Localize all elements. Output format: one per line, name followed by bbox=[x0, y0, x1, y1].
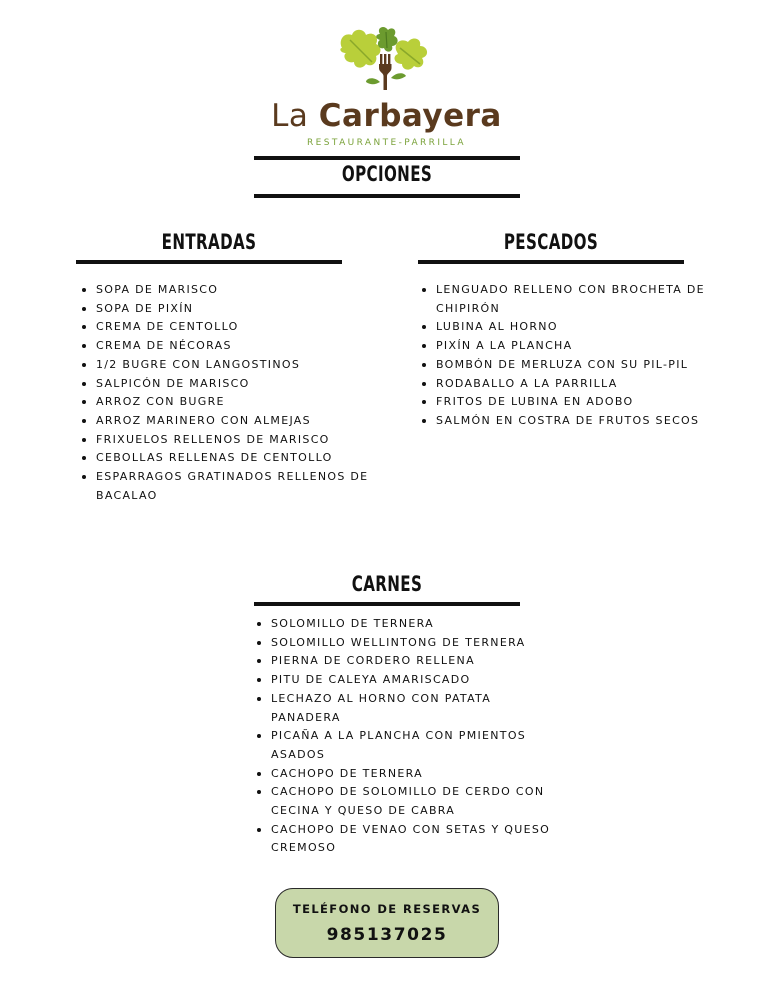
menu-item: ESPARRAGOS GRATINADOS RELLENOS DE BACALAO bbox=[76, 468, 376, 505]
menu-item: FRIXUELOS RELLENOS DE MARISCO bbox=[76, 431, 376, 450]
menu-item: SALMÓN EN COSTRA DE FRUTOS SECOS bbox=[416, 412, 716, 431]
pescados-rule bbox=[418, 260, 684, 264]
menu-item: SOLOMILLO DE TERNERA bbox=[251, 615, 551, 634]
carnes-list bbox=[251, 615, 551, 858]
pescados-list bbox=[416, 281, 716, 431]
entradas-title: ENTRADAS bbox=[161, 230, 257, 254]
menu-item: LENGUADO RELLENO CON BROCHETA DE CHIPIRÓN bbox=[416, 281, 716, 318]
brand-subtitle: RESTAURANTE-PARRILLA bbox=[307, 138, 466, 148]
oak-leaves-fork-icon bbox=[336, 26, 432, 92]
menu-item: PITU DE CALEYA AMARISCADO bbox=[251, 671, 551, 690]
menu-item: 1/2 BUGRE CON LANGOSTINOS bbox=[76, 356, 376, 375]
menu-item: ARROZ CON BUGRE bbox=[76, 393, 376, 412]
entradas-rule bbox=[76, 260, 342, 264]
reservation-phone-label: TELÉFONO DE RESERVAS bbox=[292, 902, 482, 916]
menu-item: LUBINA AL HORNO bbox=[416, 318, 716, 337]
brand-name-light: La bbox=[271, 98, 319, 134]
entradas-list bbox=[76, 281, 376, 505]
menu-item: ARROZ MARINERO CON ALMEJAS bbox=[76, 412, 376, 431]
menu-item: CEBOLLAS RELLENAS DE CENTOLLO bbox=[76, 449, 376, 468]
menu-item: SOPA DE MARISCO bbox=[76, 281, 376, 300]
pescados-title: PESCADOS bbox=[503, 230, 599, 254]
menu-item: PIXÍN A LA PLANCHA bbox=[416, 337, 716, 356]
menu-item: LECHAZO AL HORNO CON PATATA PANADERA bbox=[251, 690, 551, 727]
menu-item: BOMBÓN DE MERLUZA CON SU PIL-PIL bbox=[416, 356, 716, 375]
options-title: OPCIONES bbox=[341, 162, 433, 186]
menu-item: RODABALLO A LA PARRILLA bbox=[416, 375, 716, 394]
reservation-phone-number[interactable]: 985137025 bbox=[326, 925, 448, 945]
reservation-phone-box bbox=[275, 888, 499, 958]
options-rule-top bbox=[254, 156, 520, 160]
menu-item: SOPA DE PIXÍN bbox=[76, 300, 376, 319]
menu-item: PIERNA DE CORDERO RELLENA bbox=[251, 652, 551, 671]
menu-item: CREMA DE CENTOLLO bbox=[76, 318, 376, 337]
options-rule-bottom bbox=[254, 194, 520, 198]
brand-name-bold: Carbayera bbox=[318, 98, 502, 134]
carnes-rule bbox=[254, 602, 520, 606]
menu-item: CACHOPO DE VENAO CON SETAS Y QUESO CREMOSO bbox=[251, 821, 551, 858]
menu-item: CACHOPO DE TERNERA bbox=[251, 765, 551, 784]
menu-item: FRITOS DE LUBINA EN ADOBO bbox=[416, 393, 716, 412]
menu-item: CREMA DE NÉCORAS bbox=[76, 337, 376, 356]
menu-item: SALPICÓN DE MARISCO bbox=[76, 375, 376, 394]
menu-item: CACHOPO DE SOLOMILLO DE CERDO CON CECINA Y QUESO DE CABRA bbox=[251, 783, 551, 820]
carnes-title: CARNES bbox=[351, 572, 423, 596]
menu-item: PICAÑA A LA PLANCHA CON PMIENTOS ASADOS bbox=[251, 727, 551, 764]
brand-name bbox=[0, 98, 773, 134]
brand-logo bbox=[0, 22, 773, 148]
menu-item: SOLOMILLO WELLINTONG DE TERNERA bbox=[251, 634, 551, 653]
